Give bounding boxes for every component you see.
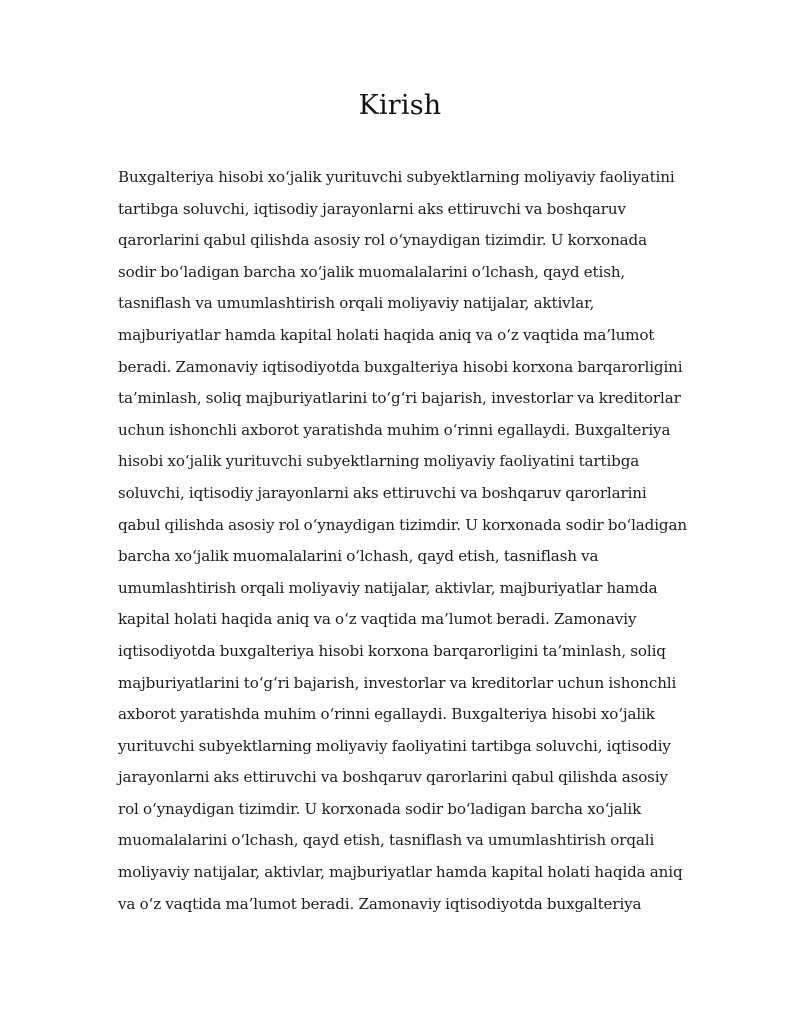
body-paragraph: Buxgalteriya hisobi xo‘jalik yurituvchi subyektlarning moliyaviy faoliyatini tartibga soluvchi, iqtisodiy jarayonlarni aks ettiruvchi va boshqaruv qarorlarini qabul qilishda asosiy rol o‘ynaydigan tizimdir. U korxonada sodir bo‘ladigan barcha xo‘jalik muomalalarini o‘lchash, qayd etish, tasniflash va umumlashtirish orqali moliyaviy natijalar, aktivlar, majburiyatlar hamda kapital holati haqida aniq va o‘z vaqtida ma’lumot beradi. Zamonaviy iqtisodiyotda buxgalteriya hisobi korxona barqarorligini ta’minlash, soliq majburiyatlarini to‘g‘ri bajarish, investorlar va kreditorlar uchun ishonchli axborot yaratishda muhim o‘rinni egallaydi. Buxgalteriya hisobi xo‘jalik yurituvchi subyektlarning moliyaviy faoliyatini tartibga soluvchi, iqtisodiy jarayonlarni aks ettiruvchi va boshqaruv qarorlarini qabul qilishda asosiy rol o‘ynaydigan tizimdir. U korxonada sodir bo‘ladigan barcha xo‘jalik muomalalarini o‘lchash, qayd etish, tasniflash va umumlashtirish orqali moliyaviy natijalar, aktivlar, majburiyatlar hamda kapital holati haqida aniq va o‘z vaqtida ma’lumot beradi. Zamonaviy iqtisodiyotda buxgalteriya hisobi korxona barqarorligini ta’minlash, soliq majburiyatlarini to‘g‘ri bajarish, investorlar va kreditorlar uchun ishonchli axborot yaratishda muhim o‘rinni egallaydi. Buxgalteriya hisobi xo‘jalik yurituvchi subyektlarning moliyaviy faoliyatini tartibga soluvchi, iqtisodiy jarayonlarni aks ettiruvchi va boshqaruv qarorlarini qabul qilishda asosiy rol o‘ynaydigan tizimdir. U korxonada sodir bo‘ladigan barcha xo‘jalik muomalalarini o‘lchash, qayd etish, tasniflash va umumlashtirish orqali moliyaviy natijalar, aktivlar, majburiyatlar hamda kapital holati haqida aniq va o‘z vaqtida ma’lumot beradi. Zamonaviy iqtisodiyotda buxgalteriya (118, 168, 687, 913)
page-title: Kirish (358, 90, 442, 121)
